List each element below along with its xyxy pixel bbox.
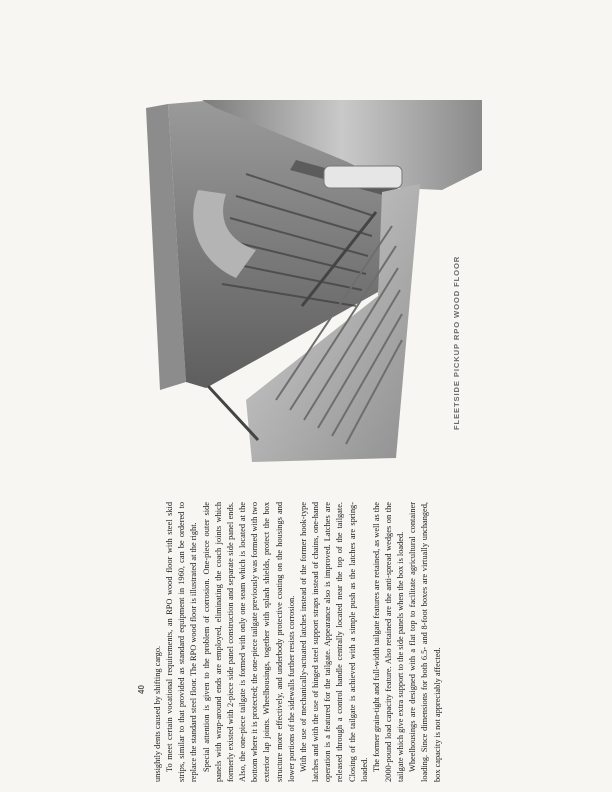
paragraph: unsightly dents caused by shifting cargo. bbox=[153, 645, 162, 782]
paragraph: Special attention is given to the problem of corrosion. One-piece outer side panels with wrap-around ends are employed, eliminating the coach joints which formerly existed with 2-piece side panel construction and separate side panel ends. Also, the one-piece tailgate is formed with only one seam which is located at the bottom where it is protected; the one-piece tailgate previously was formed with two exterior lap joints. Wheelhousings, together with splash shields, protect the box structure more effectively, and underbody protective coating on the housings and lower portions of the sidewalls further resists corrosion. bbox=[201, 502, 296, 782]
paragraph: Wheelhousings are designed with a flat top to facilitate agricultural container loading. Since dimensions for both 6.5- and 8-foot boxes are virtually unchanged, box capacity is not appreciably affected. bbox=[408, 502, 442, 782]
paragraph: With the use of mechanically-actuated latches instead of the former hook-type latches and with the use of hinged steel support straps instead of chains, one-hand operation is a featured for the tailgate. Appearance also is improved. Latches are released through a control handle centrally located near the top of the tailgate. Closing of the tailgate is achieved with a simple push as the latches are spring-loaded. bbox=[298, 502, 369, 782]
truck-bed-photo bbox=[146, 100, 482, 484]
lamp-housing bbox=[324, 166, 402, 188]
body-text-column bbox=[152, 502, 444, 782]
photo-caption: FLEETSIDE PICKUP RPO WOOD FLOOR bbox=[452, 255, 461, 430]
paragraph: To meet certain vocational requirements, an RPO wood floor with steel skid strips, similar to that provided as standard equipment in 1960, can be ordered to replace the standard steel floor. The RPO wood floor is illustrated at the right. bbox=[165, 502, 199, 782]
paragraph: The former grain-tight and full-width tailgate features are retained, as well as the 2000-pound load capacity feature. Also retained are the anti-spread wedges on the tailgate which give extra support to the side panels when the box is loaded. bbox=[371, 502, 406, 782]
page-number: 40 bbox=[137, 685, 146, 694]
